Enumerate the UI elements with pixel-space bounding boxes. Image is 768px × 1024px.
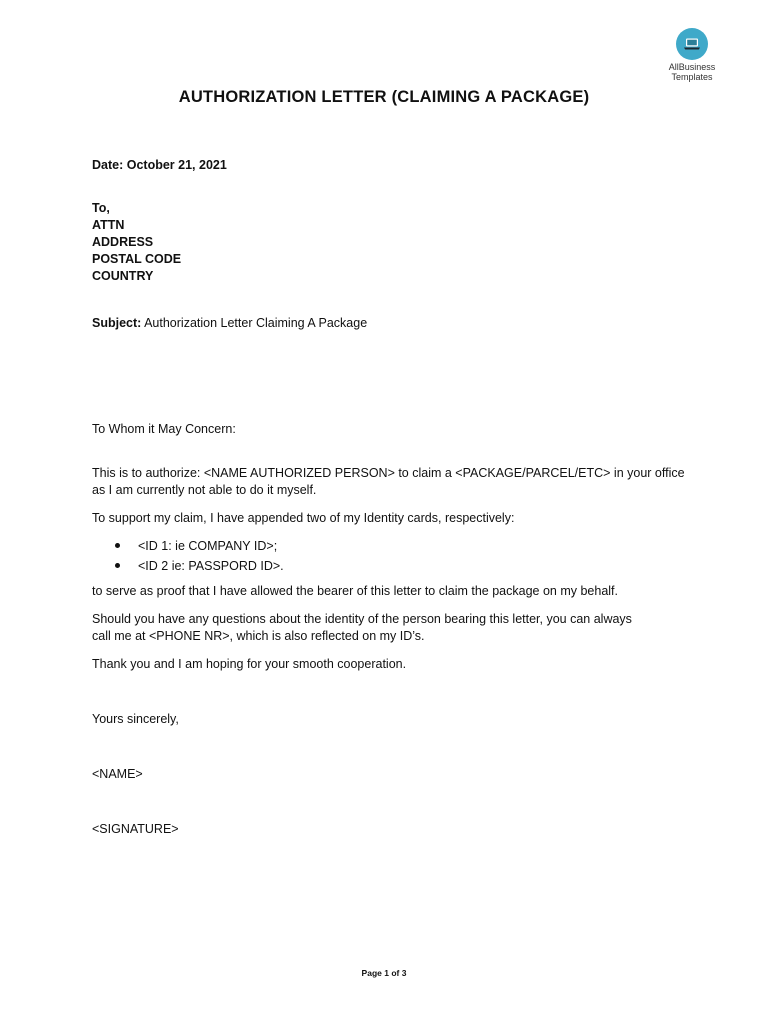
signature-placeholder: <SIGNATURE> xyxy=(92,822,179,836)
logo-text-line1: AllBusiness xyxy=(668,62,716,72)
address-line: ATTN xyxy=(92,218,125,232)
brand-logo[interactable] xyxy=(662,28,722,82)
address-line: To, xyxy=(92,201,110,215)
paragraph-line: call me at <PHONE NR>, which is also reflected on my ID’s. xyxy=(92,629,425,643)
list-item-text: <ID 1: ie COMPANY ID>; xyxy=(138,539,278,553)
paragraph-line: as I am currently not able to do it myself. xyxy=(92,483,317,497)
list-item-text: <ID 2 ie: PASSPORD ID>. xyxy=(138,559,284,573)
bullet-icon xyxy=(115,563,120,568)
date-label: Date: xyxy=(92,158,124,172)
paragraph-support: To support my claim, I have appended two of my Identity cards, respectively: xyxy=(92,511,515,525)
page-number: Page 1 of 3 xyxy=(361,968,407,978)
subject-line xyxy=(92,315,367,332)
page-footer xyxy=(0,968,768,978)
date-value: October 21, 2021 xyxy=(123,158,227,172)
date-line xyxy=(92,157,227,174)
bullet-icon xyxy=(115,543,120,548)
id-list xyxy=(92,536,284,576)
laptop-icon xyxy=(676,28,708,60)
recipient-address xyxy=(92,200,181,285)
paragraph-questions xyxy=(92,611,632,645)
paragraph-thanks: Thank you and I am hoping for your smooth cooperation. xyxy=(92,657,407,671)
closing: Yours sincerely, xyxy=(92,712,179,726)
paragraph-authorization xyxy=(92,465,685,499)
salutation: To Whom it May Concern: xyxy=(92,422,236,436)
paragraph-line: Should you have any questions about the identity of the person bearing this letter, you can always xyxy=(92,612,632,626)
logo-text-line2: Templates xyxy=(671,72,713,82)
paragraph-line: This is to authorize: <NAME AUTHORIZED PERSON> to claim a <PACKAGE/PARCEL/ETC> in your office xyxy=(92,466,685,480)
name-placeholder: <NAME> xyxy=(92,767,143,781)
subject-label: Subject: xyxy=(92,316,142,330)
address-line: POSTAL CODE xyxy=(92,252,182,266)
document-title: AUTHORIZATION LETTER (CLAIMING A PACKAGE) xyxy=(178,88,590,106)
subject-value: Authorization Letter Claiming A Package xyxy=(141,316,368,330)
address-line: ADDRESS xyxy=(92,235,154,249)
list-item xyxy=(92,536,284,556)
address-line: COUNTRY xyxy=(92,269,154,283)
paragraph-proof: to serve as proof that I have allowed the bearer of this letter to claim the package on my behalf. xyxy=(92,584,618,598)
list-item xyxy=(92,556,284,576)
